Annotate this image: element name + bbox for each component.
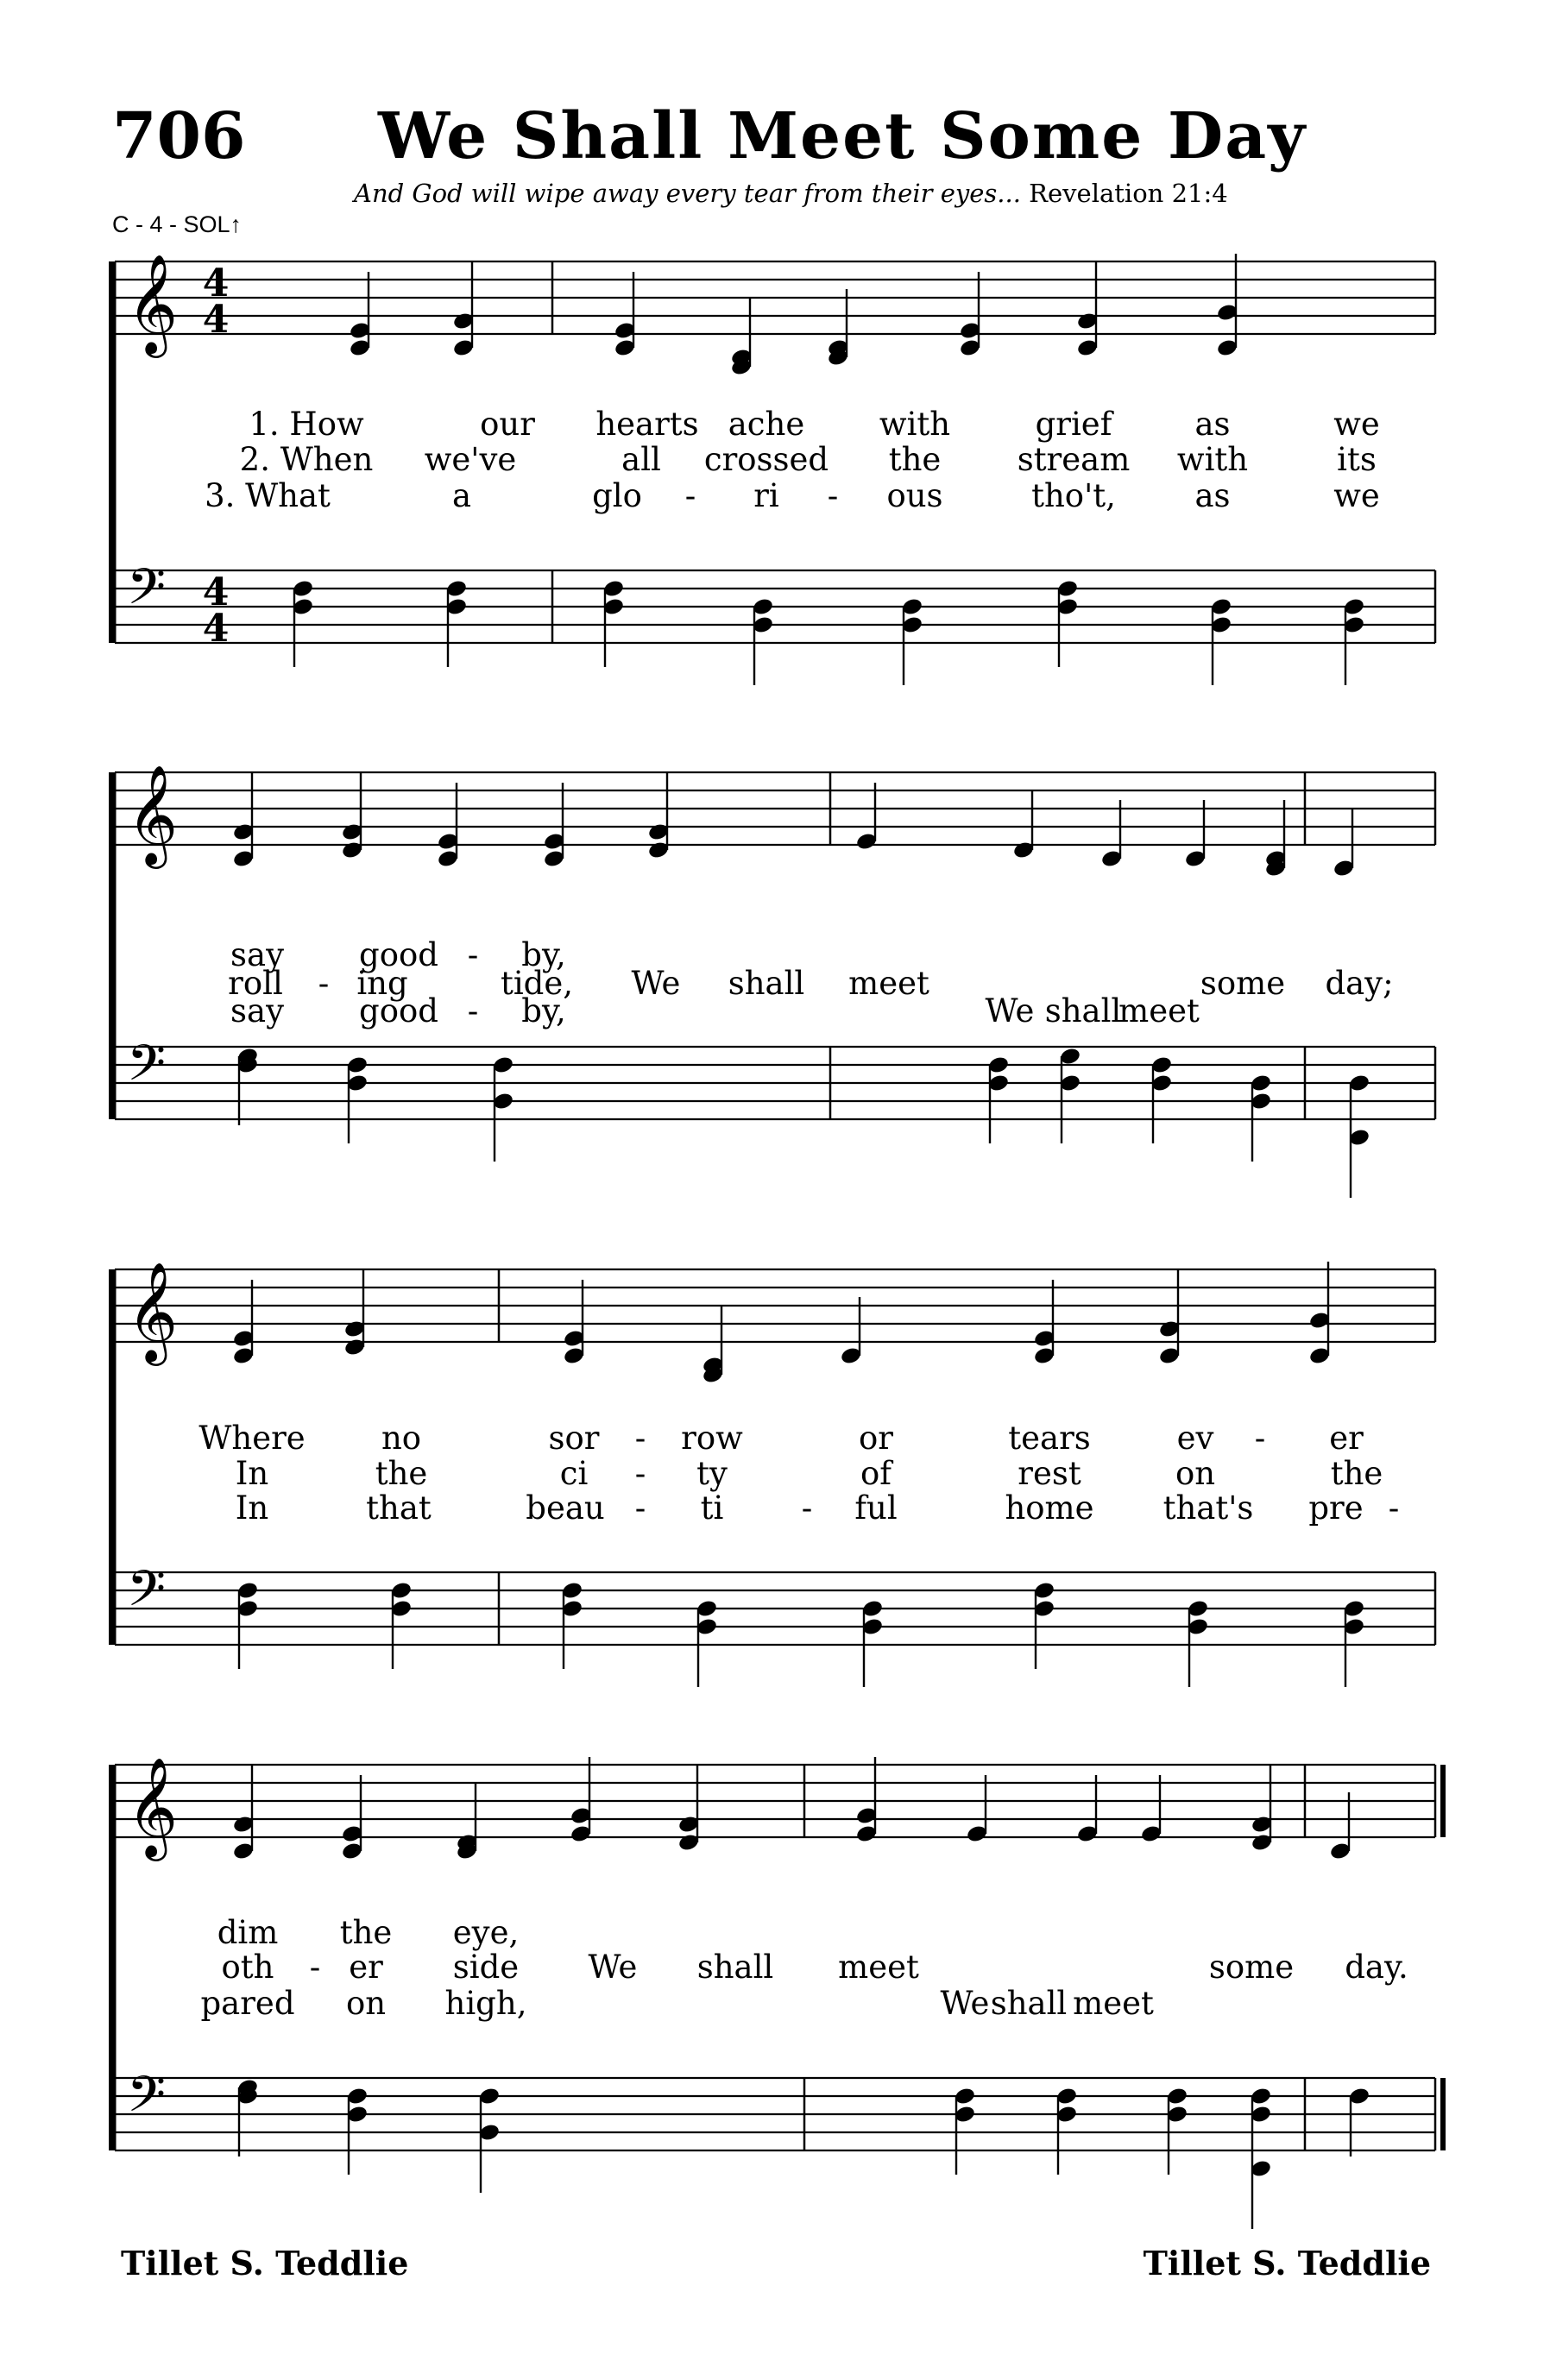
- lyric-syllable: high,: [444, 1985, 527, 2022]
- lyric-syllable: on: [345, 1985, 387, 2022]
- lyric-syllable: side: [452, 1949, 520, 1986]
- lyric-syllable: by,: [521, 992, 566, 1029]
- scripture-text: And God will wipe away every tear from their eyes...: [354, 179, 1021, 208]
- lyric-syllable: dim: [217, 1914, 279, 1951]
- lyric-syllable: ing: [356, 965, 408, 1002]
- system-brace: [109, 1269, 114, 1645]
- lyric-syllable: crossed: [703, 441, 829, 478]
- treble-clef-icon: 𝄞: [127, 764, 179, 865]
- lyric-syllable: as: [1194, 477, 1231, 514]
- lyric-syllable: row: [681, 1420, 743, 1457]
- lyric-syllable: the: [888, 441, 942, 478]
- system-brace: [109, 261, 114, 643]
- bass-clef-icon: 𝄢: [127, 2065, 167, 2136]
- lyric-syllable: -: [318, 965, 330, 1002]
- lyric-syllable: meet: [848, 965, 929, 1002]
- lyric-syllable: In: [235, 1489, 269, 1527]
- lyric-syllable: day;: [1325, 965, 1394, 1002]
- lyric-syllable: We: [940, 1985, 990, 2022]
- system-brace: [109, 1765, 114, 2150]
- final-barline: [1440, 2078, 1446, 2150]
- lyric-syllable: oth: [221, 1949, 274, 1986]
- lyric-syllable: ous: [886, 477, 943, 514]
- lyric-syllable: grief: [1035, 406, 1112, 443]
- lyric-syllable: some: [1200, 965, 1286, 1002]
- lyric-syllable: ache: [728, 406, 805, 443]
- lyric-syllable: 3. What: [205, 477, 331, 514]
- lyric-syllable: say: [230, 992, 284, 1029]
- lyric-syllable: of: [860, 1455, 892, 1492]
- lyric-syllable: pre: [1308, 1489, 1364, 1527]
- lyric-syllable: beau: [526, 1489, 605, 1527]
- lyric-syllable: sor: [548, 1420, 600, 1457]
- treble-clef-icon: 𝄞: [127, 1756, 179, 1857]
- lyric-syllable: good: [359, 936, 438, 973]
- treble-clef-icon: 𝄞: [127, 1261, 179, 1362]
- lyric-syllable: by,: [521, 936, 566, 973]
- lyric-syllable: no: [381, 1420, 422, 1457]
- lyric-syllable: meet: [1073, 1985, 1154, 2022]
- bass-time-signature-denominator: 4: [202, 607, 230, 651]
- final-barline: [1440, 1765, 1446, 1837]
- lyric-syllable: shall: [1044, 992, 1122, 1029]
- lyric-syllable: all: [621, 441, 661, 478]
- lyric-syllable: In: [235, 1455, 269, 1492]
- lyric-syllable: tears: [1008, 1420, 1091, 1457]
- hymn-title: We Shall Meet Some Day: [378, 99, 1307, 173]
- hymn-number: 706: [112, 99, 246, 173]
- lyric-syllable: with: [1176, 441, 1249, 478]
- lyric-syllable: or: [859, 1420, 893, 1457]
- lyric-syllable: -: [684, 477, 696, 514]
- lyric-syllable: shall: [728, 965, 805, 1002]
- lyric-syllable: -: [467, 992, 479, 1029]
- lyric-syllable: ri: [753, 477, 779, 514]
- lyric-syllable: -: [801, 1489, 813, 1527]
- lyric-syllable: shall: [696, 1949, 774, 1986]
- lyric-syllable: 1. How: [249, 406, 364, 443]
- lyric-syllable: the: [375, 1455, 428, 1492]
- bass-time-signature-numerator: 4: [202, 570, 230, 614]
- lyric-syllable: home: [1005, 1489, 1094, 1527]
- system-brace: [109, 772, 114, 1119]
- lyric-syllable: roll: [228, 965, 283, 1002]
- lyric-syllable: -: [634, 1455, 646, 1492]
- lyric-syllable: er: [349, 1949, 383, 1986]
- lyric-syllable: 2. When: [239, 441, 374, 478]
- lyric-syllable: on: [1175, 1455, 1216, 1492]
- lyric-syllable: say: [230, 936, 284, 973]
- lyric-syllable: -: [634, 1489, 646, 1527]
- lyric-syllable: ti: [700, 1489, 724, 1527]
- lyric-syllable: good: [359, 992, 438, 1029]
- lyric-syllable: -: [1254, 1420, 1266, 1457]
- lyric-syllable: tho't,: [1031, 477, 1116, 514]
- lyric-syllable: we: [1333, 477, 1380, 514]
- lyric-syllable: that: [366, 1489, 432, 1527]
- lyric-syllable: We: [631, 965, 681, 1002]
- lyric-syllable: day.: [1345, 1949, 1408, 1986]
- lyric-syllable: ci: [559, 1455, 589, 1492]
- lyric-syllable: -: [827, 477, 839, 514]
- lyric-syllable: -: [1388, 1489, 1400, 1527]
- lyric-syllable: shall: [990, 1985, 1068, 2022]
- lyric-syllable: er: [1329, 1420, 1364, 1457]
- lyric-syllable: stream: [1017, 441, 1131, 478]
- lyric-syllable: as: [1194, 406, 1231, 443]
- bass-clef-icon: 𝄢: [127, 1034, 167, 1105]
- lyric-syllable: -: [634, 1420, 646, 1457]
- lyric-syllable: with: [879, 406, 951, 443]
- lyric-syllable: -: [309, 1949, 321, 1986]
- lyric-syllable: hearts: [595, 406, 699, 443]
- lyric-syllable: that's: [1162, 1489, 1254, 1527]
- lyric-syllable: the: [339, 1914, 393, 1951]
- lyric-syllable: the: [1330, 1455, 1383, 1492]
- lyric-syllable: ev: [1176, 1420, 1214, 1457]
- lyric-syllable: Where: [198, 1420, 306, 1457]
- lyric-syllable: its: [1337, 441, 1377, 478]
- music-credit: Tillet S. Teddlie: [1143, 2244, 1431, 2282]
- lyric-syllable: -: [467, 936, 479, 973]
- treble-clef-icon: 𝄞: [127, 253, 179, 354]
- lyric-syllable: we: [1333, 406, 1380, 443]
- lyric-syllable: ful: [854, 1489, 898, 1527]
- lyric-syllable: pared: [200, 1985, 295, 2022]
- bass-clef-icon: 𝄢: [127, 1559, 167, 1630]
- lyric-syllable: meet: [1118, 992, 1200, 1029]
- lyric-syllable: rest: [1018, 1455, 1081, 1492]
- lyric-syllable: We: [985, 992, 1035, 1029]
- lyric-syllable: We: [588, 1949, 638, 1986]
- lyric-syllable: eye,: [452, 1914, 520, 1951]
- lyric-syllable: tide,: [500, 965, 574, 1002]
- bass-clef-icon: 𝄢: [127, 557, 167, 628]
- scripture-reference: Revelation 21:4: [1029, 179, 1228, 208]
- lyric-syllable: ty: [696, 1455, 728, 1492]
- lyric-syllable: glo: [592, 477, 642, 514]
- lyric-syllable: a: [451, 477, 472, 514]
- treble-time-signature-numerator: 4: [202, 261, 230, 305]
- treble-time-signature-denominator: 4: [202, 298, 230, 342]
- lyric-syllable: our: [480, 406, 535, 443]
- lyric-syllable: meet: [838, 1949, 919, 1986]
- lyric-syllable: we've: [424, 441, 517, 478]
- lyric-syllable: some: [1208, 1949, 1295, 1986]
- words-credit: Tillet S. Teddlie: [121, 2244, 409, 2282]
- meter-marking: C - 4 - SOL↑: [112, 211, 243, 237]
